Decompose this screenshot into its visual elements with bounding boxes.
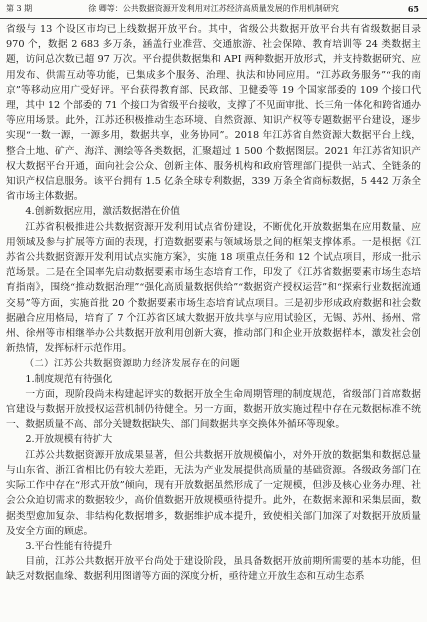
paragraph-open-data-platforms: 省级与 13 个设区市均已上线数据开放平台。其中，省级公共数据开放平台共有省级数据目录 970 个，数据 2 683 多万条，涵盖行业准营、交通旅游、社会保障、教育培训等 24 类数据主题，访问总次数已超 97 万次。平台提供数据集和 API 两种数据开放形式，并支持数据研究、应用发布、供需互动等功能，已集成多个服务、治理、执法和协同应用。“江苏政务服务”“我的南京”等移动应用广受好评。平台获得教育部、民政部、卫健委等 19 个国家部委的 109 个接口代理，其中 12 个部委的 71 个接口为省级平台接收，支撑了不见面审批、长三角一体化和跨省通办等应用场景。此外，江苏还积极推动生态环境、自然资源、知识产权等专题数据平台建设，逐步实现“一数一源，一源多用，数据共享，业务协同”。2018 年江苏省自然资源大数据平台上线，整合土地、矿产、海洋、测绘等各类数据，汇聚超过 1 500 个数据图层。2021 年江苏省知识产权大数据平台开通，面向社会公众、创新主体、服务机构和政府管理部门提供一站式、全链条的知识产权信息服务。该平台拥有 1.5 亿条全球专利数据，339 万条全省商标数据，5 442 万条全省市场主体数据。 [6, 24, 421, 203]
paragraph-platform: 目前，江苏公共数据开放平台尚处于建设阶段，虽具备数据开放前期所需要的基本功能，但缺乏对数据血缘、数据利用图谱等方面的深度分析，亟待建立开放生态和互动生态系 [6, 556, 421, 583]
paragraph-institutional: 一方面，现阶段尚未构建起评实的数据开放全生命周期管理的制度规范，省级部门首席数据官建设与数据开放授权运营机制仍待健全。另一方面，数据开放实施过程中存在元数据标准不统一、数据质量不高、部分关键数据缺失、部门间数据共享交换体外循环等现象。 [6, 388, 421, 431]
issue-number: 第 3 期 [6, 4, 33, 13]
section-heading-problems: （二）江苏公共数据资源助力经济发展存在的问题 [24, 358, 241, 370]
subsection-heading-platform: 3.平台性能有待提升 [25, 540, 113, 552]
subsection-heading-institutional: 1.制度规范有待强化 [25, 373, 113, 385]
paragraph-data-application: 江苏省积极推进公共数据资源开发利用试点省份建设，不断优化开放数据集在应用数量、应用领域及参与扩展等方面的表现，打造数据要素与领域场景之间的框架支撑体系。一是根据《江苏省公共数据资源开发利用试点实施方案》，实施 18 项重点任务和 12 个试点项目，形成一批示范场景。二是在全国率先启动数据要素市场生态培育工作，印发了《江苏省数据要素市场生态培育指南》，围绕“推动数据治理”“强化高质量数据供给”“数据资产授权运营”和“探索行业数据流通交易”等方面，实施首批 20 个数据要素市场生态培育试点项目。三是初步形成政府数据和社会数据融合应用格局，培育了 7 个江苏省区域大数据开放共享与应用试验区，无锡、苏州、扬州、常州、徐州等市相继举办公共数据开放利用创新大赛，推动部门和企业开放数据样本，激发社会创新热情，发挥标杆示范作用。 [6, 221, 421, 355]
running-header [0, 0, 427, 19]
subsection-heading-scale: 2.开放规模有待扩大 [25, 434, 113, 446]
running-title: 徐 卿等：公共数据资源开发利用对江苏经济高质量发展的作用机制研究 [88, 4, 339, 13]
article-body [6, 22, 421, 618]
paragraph-scale: 江苏公共数据资源开放成果显著，但公共数据开放规模偏小，对外开放的数据集和数据总量与山东省、浙江省相比仍有较大差距，无法为产业发展提供高质量的基础资源。各级政务部门在实际工作中存在“形式开放”倾向，现有开放数据虽然形成了一定规模，但涉及核心业务办理、社会公众迫切需求的数据较少，高价值数据开放规模亟待提升。此外，在数据来源和采集层面，数据类型愈加复杂、非结构化数据增多，数据维护成本提升，致使相关部门加深了对数据开放质量及安全方面的顾虑。 [6, 449, 421, 537]
subsection-heading-data-application: 4.创新数据应用，激活数据潜在价值 [25, 206, 180, 218]
page-number: 65 [407, 4, 419, 14]
